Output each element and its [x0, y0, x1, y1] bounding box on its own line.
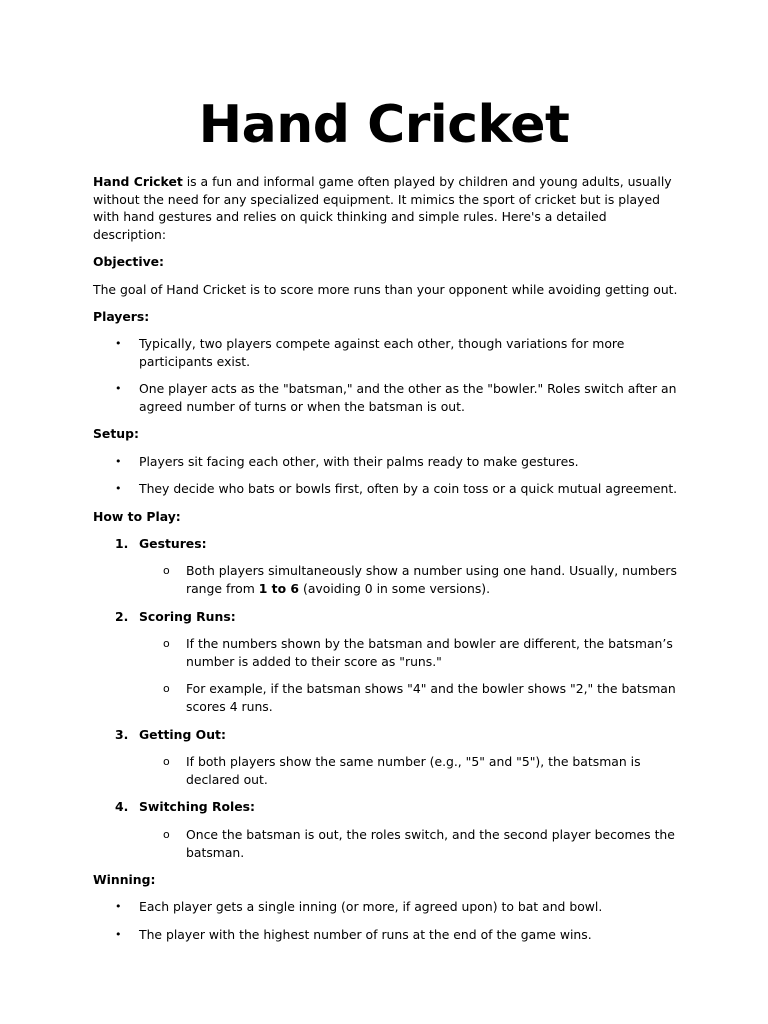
list-item-text: Typically, two players compete against each other, though variations for more participants exist.	[139, 335, 625, 369]
list-item	[93, 926, 683, 944]
winning-list	[93, 898, 683, 943]
sublist-item	[93, 753, 683, 788]
bullet-icon: •	[115, 336, 122, 350]
how-to-play-steps	[93, 535, 683, 861]
circle-bullet-icon: o	[163, 564, 170, 578]
step-title-line	[93, 535, 683, 553]
sublist-item	[93, 680, 683, 715]
list-item-text: One player acts as the "batsman," and the other as the "bowler." Roles switch after an agreed number of turns or when the batsman is out.	[139, 381, 677, 414]
bullet-icon: •	[115, 382, 122, 396]
circle-bullet-icon: o	[163, 755, 170, 769]
bullet-icon: •	[115, 927, 122, 941]
step-number: 1.	[115, 535, 129, 551]
winning-heading: Winning:	[93, 872, 156, 888]
sublist-text: For example, if the batsman shows "4" and the bowler shows "2," the batsman scores 4 runs.	[186, 681, 676, 715]
players-list	[93, 335, 683, 415]
step-sublist	[93, 635, 683, 715]
list-item-text: Each player gets a single inning (or more, if agreed upon) to bat and bowl.	[139, 899, 603, 915]
step-title: Scoring Runs:	[139, 608, 236, 624]
intro-text: is a fun and informal game often played by children and young adults, usually without the need for any specialized equipment. It mimics the sport of cricket but is played with hand gestures and relies on quick thinking and simple rules. Here's a detailed description:	[93, 174, 672, 242]
sublist-text: If both players show the same number (e.g., "5" and "5"), the batsman is declared out.	[186, 754, 641, 787]
step-number: 3.	[115, 726, 129, 742]
list-item	[93, 380, 683, 415]
bullet-icon: •	[115, 482, 122, 496]
document-title: Hand Cricket	[198, 95, 570, 155]
step-item	[93, 535, 683, 598]
sublist-item	[93, 826, 683, 861]
sublist-text-after: (avoiding 0 in some versions).	[299, 581, 491, 597]
step-item	[93, 798, 683, 861]
list-item	[93, 898, 683, 916]
step-title-line	[93, 608, 683, 626]
objective-text: The goal of Hand Cricket is to score more runs than your opponent while avoiding getting out.	[93, 281, 678, 297]
step-title-line	[93, 798, 683, 816]
how-to-play-heading: How to Play:	[93, 508, 181, 524]
document-body	[93, 173, 683, 954]
sublist-bold-text: 1 to 6	[258, 581, 300, 597]
list-item	[93, 480, 683, 498]
list-item-text: They decide who bats or bowls first, often by a coin toss or a quick mutual agreement.	[139, 481, 678, 497]
bullet-icon: •	[115, 900, 122, 914]
step-sublist	[93, 826, 683, 861]
step-title: Getting Out:	[139, 726, 226, 742]
circle-bullet-icon: o	[163, 637, 170, 651]
step-number: 2.	[115, 608, 129, 624]
step-sublist	[93, 753, 683, 788]
intro-paragraph	[93, 173, 683, 243]
setup-heading: Setup:	[93, 426, 139, 442]
list-item	[93, 335, 683, 370]
step-title-line	[93, 726, 683, 744]
intro-bold-lead: Hand Cricket	[93, 174, 183, 189]
players-heading: Players:	[93, 308, 150, 324]
step-number: 4.	[115, 799, 129, 815]
sublist-item	[93, 562, 683, 597]
list-item-text: Players sit facing each other, with their palms ready to make gestures.	[139, 453, 579, 469]
bullet-icon: •	[115, 454, 122, 468]
sublist-item	[93, 635, 683, 670]
list-item	[93, 453, 683, 471]
setup-list	[93, 453, 683, 498]
sublist-text: If the numbers shown by the batsman and bowler are different, the batsman’s number is added to their score as "runs."	[186, 636, 673, 669]
step-sublist	[93, 562, 683, 597]
sublist-text: Both players simultaneously show a number using one hand. Usually, numbers range from	[186, 563, 677, 597]
step-item	[93, 608, 683, 716]
circle-bullet-icon: o	[163, 828, 170, 841]
objective-heading: Objective:	[93, 254, 165, 270]
step-item	[93, 726, 683, 789]
circle-bullet-icon: o	[163, 682, 170, 696]
sublist-text: Once the batsman is out, the roles switch, and the second player becomes the batsman.	[186, 827, 675, 860]
step-title: Switching Roles:	[139, 799, 255, 815]
list-item-text: The player with the highest number of runs at the end of the game wins.	[139, 926, 592, 942]
step-title: Gestures:	[139, 535, 207, 551]
